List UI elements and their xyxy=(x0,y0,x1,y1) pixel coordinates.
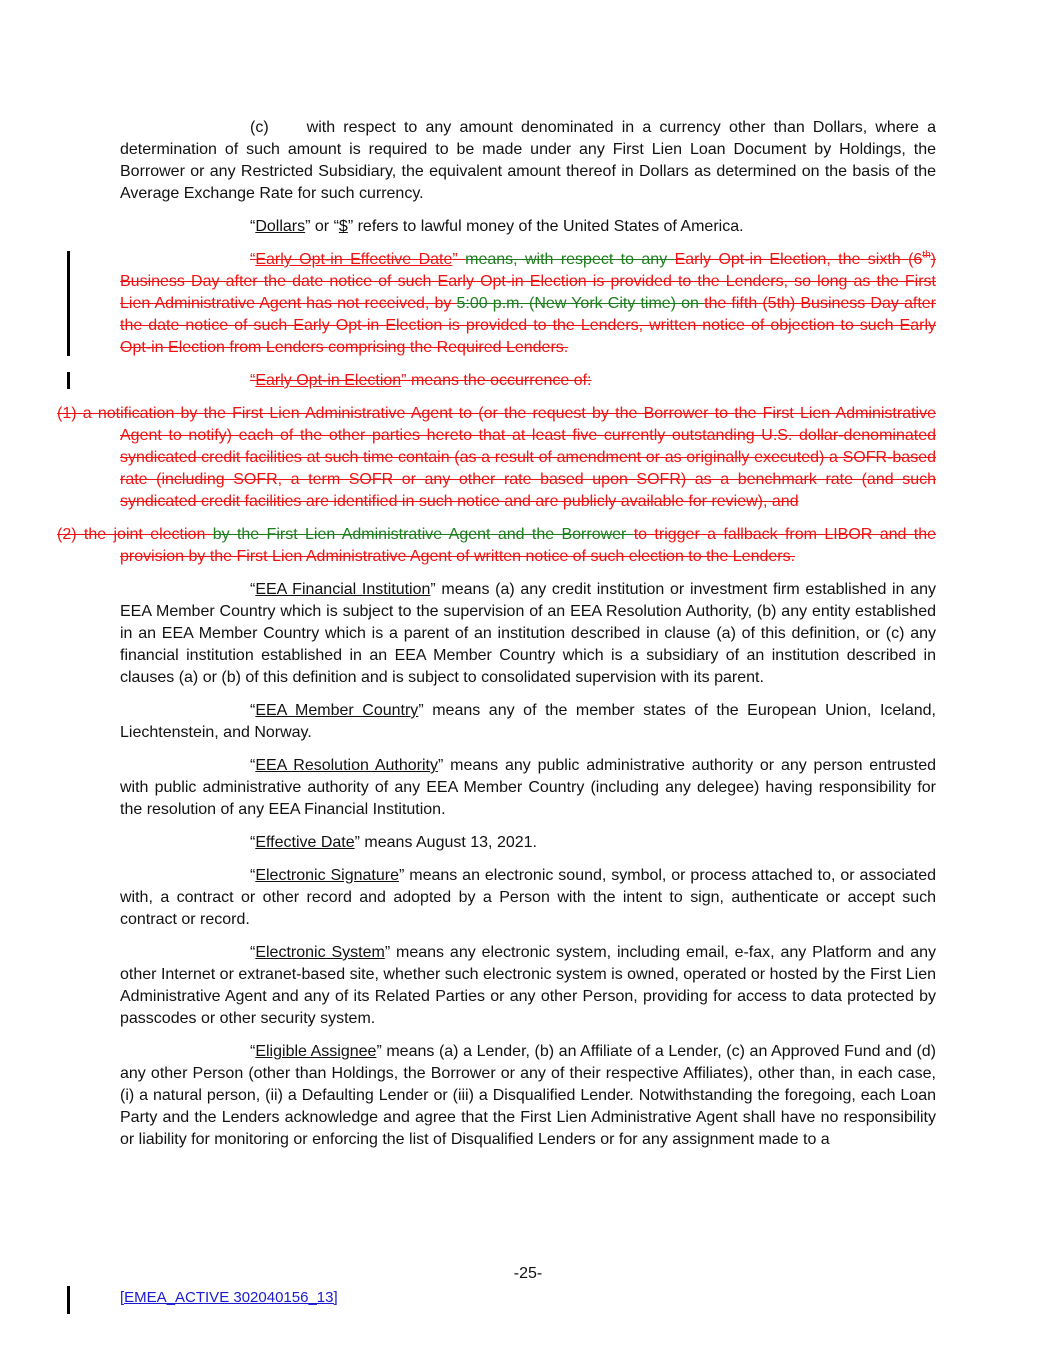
defined-term: Electronic Signature xyxy=(255,867,399,884)
text-segment: “ xyxy=(250,581,256,598)
text-segment: the fifth (5th) Business Day after the date notice of such Early Opt-in Election is provided to the Lenders, written notice of objection to such Early Opt-in Election from Lenders comprising the Required Lenders. xyxy=(120,295,937,356)
text-segment: “ xyxy=(250,1043,256,1060)
text-segment: to trigger a fallback from LIBOR and the provision by the First Lien Administrative Agent of written notice of such election to the Lenders. xyxy=(120,526,936,565)
text-segment: 5:00 p.m. (New York City time) on xyxy=(456,295,705,312)
defined-term: Effective Date xyxy=(255,834,355,851)
text-segment: ” means (a) a Lender, (b) an Affiliate of a Lender, (c) an Approved Fund and (d) any other Person (other than Holdings, the Borrower or any of their respective Affiliates), other than, in each case, (i) a natural person, (ii) a Defaulting Lender or (iii) a Disqualified Lender. Notwithstanding the foregoing, each Loan Party and the Lenders acknowledge and agree that the First Lien Administrative Agent shall have no responsibility or liability for monitoring or enforcing the list of Disqualified Lenders or for any assignment made to a xyxy=(120,1043,936,1148)
text-segment: ” refers to lawful money of the United States of America. xyxy=(347,218,744,235)
text-segment: means the occurrence of: xyxy=(410,372,592,389)
text-segment: (c) xyxy=(250,119,269,136)
defined-term: EEA Member Country xyxy=(255,702,419,719)
text-segment: Early Opt-in Election, the sixth (6 xyxy=(674,251,923,268)
definition-early-opt-in-election-deleted xyxy=(120,370,936,392)
defined-term: Early Opt-in Election xyxy=(255,372,402,389)
text-segment: ) Business Day after the date notice of such Early Opt-in Election is provided to the Lenders, so long as the First Lien Administrative Agent has not received, by xyxy=(120,251,936,312)
definition-dollars xyxy=(120,216,936,238)
text-segment: “ xyxy=(250,944,256,961)
text-segment: “ xyxy=(250,757,256,774)
text-segment: means, with respect to any xyxy=(465,251,675,268)
definition-eea-financial-institution xyxy=(120,579,936,689)
change-bar xyxy=(67,372,70,389)
text-segment: ” means any public administrative authority or any person entrusted with public administrative authority of any EEA Member Country (including any delegee) having responsibility for the resolution of any EEA Financial Institution. xyxy=(120,757,937,818)
text-segment: th xyxy=(922,249,931,261)
definition-effective-date xyxy=(120,832,936,854)
text-segment: ” means August 13, 2021. xyxy=(354,834,537,851)
defined-term: Dollars xyxy=(255,218,306,235)
text-segment: “ xyxy=(250,702,256,719)
definition-electronic-signature xyxy=(120,865,936,931)
text-segment: ” means any of the member states of the European Union, Iceland, Liechtenstein, and Norway. xyxy=(120,702,936,741)
text-segment: ” or “ xyxy=(305,218,339,235)
definition-early-opt-in-effective-date-deleted xyxy=(120,249,936,359)
defined-term: EEA Resolution Authority xyxy=(255,757,438,774)
text-segment: ” means (a) any credit institution or investment firm established in any EEA Member Country which is subject to the supervision of an EEA Resolution Authority, (b) any entity established in an EEA Member Country which is a parent of an institution described in clause (a) of this definition, or (c) any financial institution established in an EEA Member Country which is a subsidiary of an institution described in clauses (a) or (b) of this definition and is subject to consolidated supervision with its parent. xyxy=(120,581,936,686)
definition-eea-member-country xyxy=(120,700,936,744)
text-segment: (1) a notification by the First Lien Administrative Agent to (or the request by the Borrower to the First Lien Administrative Agent to notify) each of the other parties hereto that at least five currently outstanding U.S. dollar-denominated syndicated credit facilities at such time contain (as a result of amendment or as originally executed) a SOFR-based rate (including SOFR, a term SOFR or any other rate based upon SOFR) as a benchmark rate (and such syndicated credit facilities are identified in such notice and are publicly available for review), and xyxy=(57,405,936,510)
text-segment: ” xyxy=(452,251,466,268)
defined-term: Electronic System xyxy=(255,944,385,961)
list-item-2-deleted xyxy=(57,524,936,568)
text-segment: “ xyxy=(250,218,256,235)
defined-term: Early Opt-in Effective Date xyxy=(255,251,453,268)
text-segment: ” means an electronic sound, symbol, or process attached to, or associated with, a contract or other record and adopted by a Person with the intent to sign, authenticate or accept such contract or record. xyxy=(120,867,937,928)
defined-term: $ xyxy=(338,218,348,235)
definition-eea-resolution-authority xyxy=(120,755,936,821)
page-number: -25- xyxy=(513,1265,543,1282)
text-segment: “ xyxy=(250,251,256,268)
change-bar xyxy=(67,251,70,356)
footer-doc-id-link[interactable]: [EMEA_ACTIVE 302040156_13] xyxy=(120,1289,338,1306)
definition-electronic-system xyxy=(120,942,936,1030)
footer xyxy=(120,1289,338,1306)
text-segment: “ xyxy=(250,372,256,389)
text-segment: ” means any electronic system, including email, e-fax, any Platform and any other Internet or extranet-based site, whether such electronic system is owned, operated or hosted by the First Lien Administrative Agent and any of its Related Parties or any other Person, providing for access to data protected by passcodes or other security system. xyxy=(120,944,936,1027)
paragraph-clause-c xyxy=(120,117,936,205)
text-segment: “ xyxy=(250,867,256,884)
change-bar xyxy=(67,1286,70,1314)
definition-eligible-assignee xyxy=(120,1041,936,1151)
text-segment: ” xyxy=(401,372,411,389)
text-segment: by the First Lien Administrative Agent and the Borrower xyxy=(212,526,634,543)
text-segment: (2) the joint election xyxy=(57,526,213,543)
defined-term: EEA Financial Institution xyxy=(255,581,431,598)
list-item-1-deleted xyxy=(57,403,936,513)
text-segment: “ xyxy=(250,834,256,851)
text-segment: with respect to any amount denominated in a currency other than Dollars, where a determination of such amount is required to be made under any First Lien Loan Document by Holdings, the Borrower or any Restricted Subsidiary, the equivalent amount thereof in Dollars as determined on the basis of the Average Exchange Rate for such currency. xyxy=(120,119,936,202)
document-body xyxy=(57,117,937,1162)
defined-term: Eligible Assignee xyxy=(255,1043,377,1060)
